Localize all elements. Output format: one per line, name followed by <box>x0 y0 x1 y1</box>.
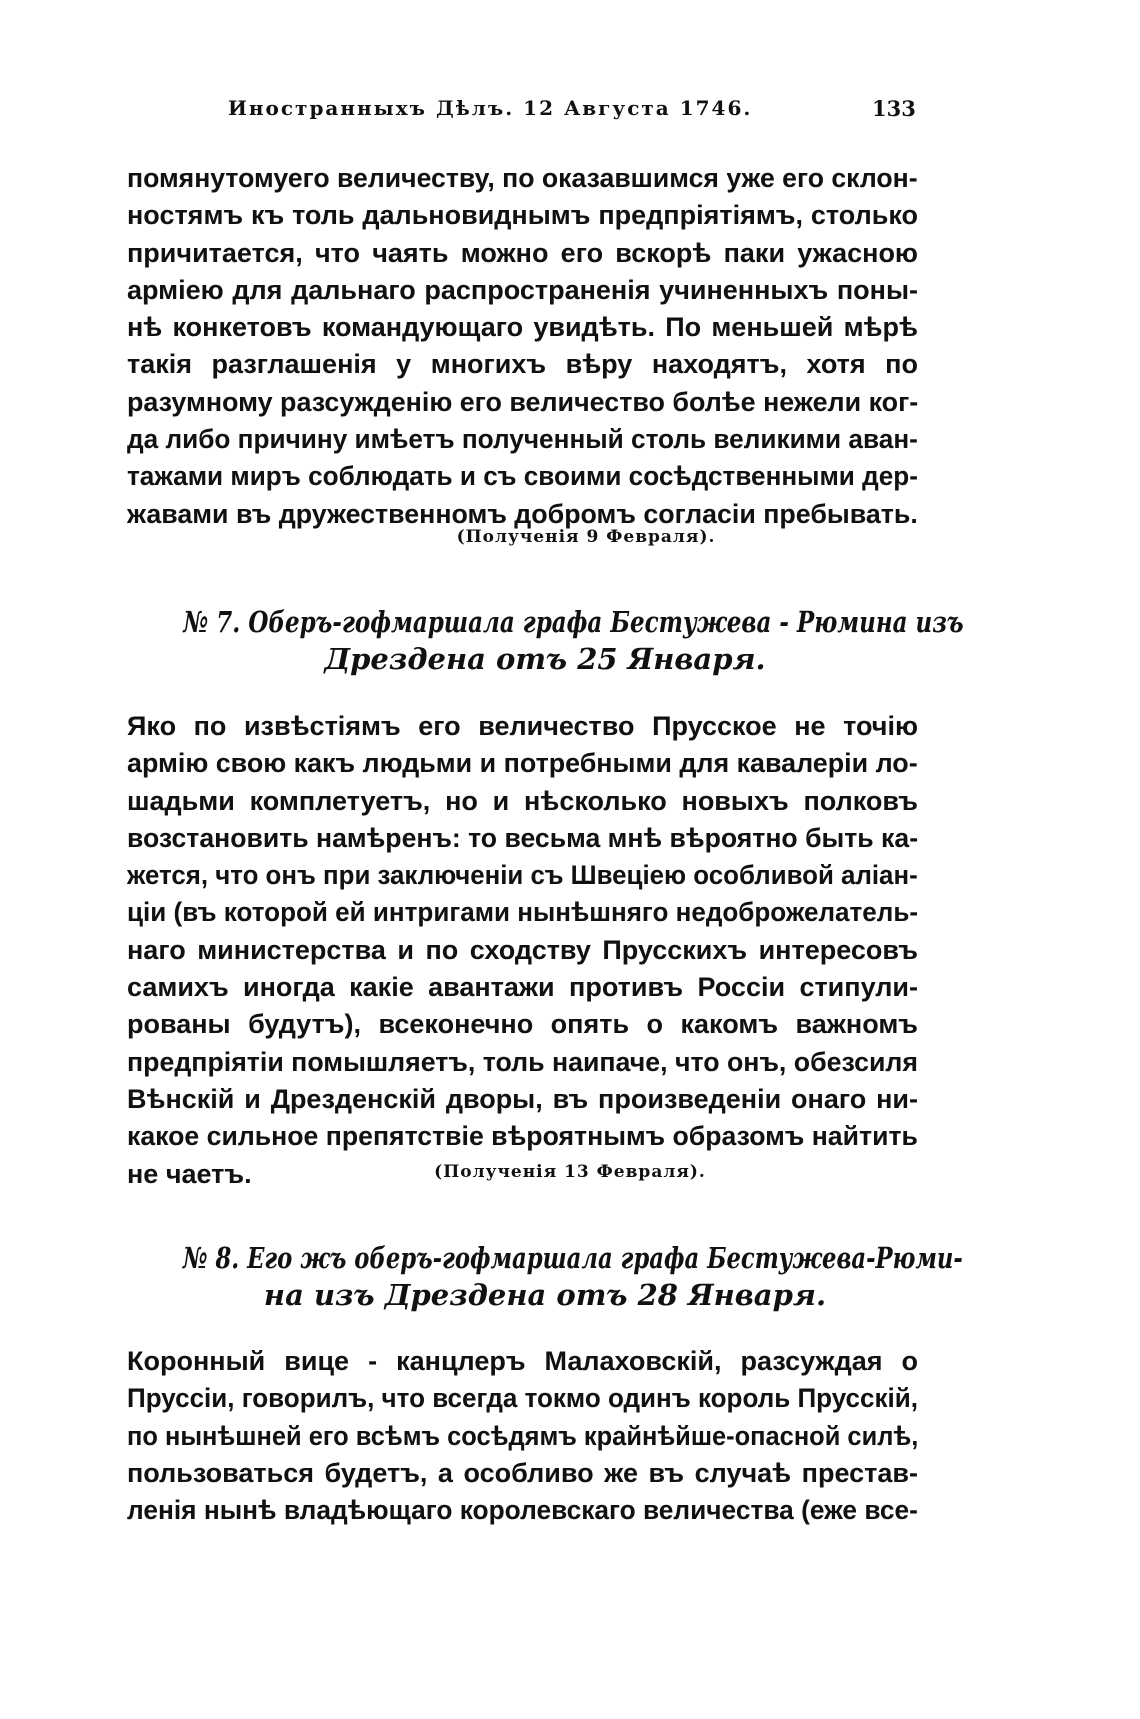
text-line: ленія нынѣ владѣющаго королевскаго величества (еже все- <box>127 1495 918 1526</box>
text-line: по нынѣшней его всѣмъ сосѣдямъ крайнѣйше-опасной силѣ, <box>127 1420 919 1451</box>
text-line: такія разглашенія у многихъ вѣру находятъ, хотя по <box>127 349 918 380</box>
text-line: причитается, что чаять можно его вскорѣ паки ужасною <box>127 237 918 268</box>
dispatch-heading-line: № 7. Оберъ-гофмаршала графа Бестужева - Рюмина изъ <box>183 605 964 639</box>
page-number: 133 <box>872 96 916 121</box>
text-line: Пруссіи, говорилъ, что всегда токмо одинъ король Прусскій, <box>127 1383 919 1414</box>
text-line: пользоваться будетъ, а особливо же въ случаѣ престав- <box>127 1457 918 1488</box>
text-line: предпріятіи помышляетъ, толь наипаче, что онъ, обезсиля <box>127 1046 918 1077</box>
text-line: самихъ иногда какіе авантажи противъ Россіи стипули- <box>127 972 918 1003</box>
text-line: арміею для дальнаго распространенія учиненныхъ поны- <box>127 274 918 305</box>
dispatch-heading-line: на изъ Дрездена отъ 28 Января. <box>263 1278 827 1312</box>
text-line: ціи (въ которой ей интригами нынѣшняго недоброжелатель- <box>127 897 919 928</box>
text-line: помянутомуего величеству, по оказавшимся уже его склон- <box>127 163 918 193</box>
text-line: рованы будутъ), всеконечно опять о какомъ важномъ <box>127 1009 918 1040</box>
receipt-note: (Полученія 9 Февраля). <box>456 527 716 547</box>
text-line: тажами миръ соблюдать и съ своими сосѣдственными дер- <box>127 461 918 492</box>
dispatch-heading-line: № 8. Его жъ оберъ-гофмаршала графа Бестужева-Рюми- <box>182 1241 963 1275</box>
text-line: Яко по извѣстіямъ его величество Прусское не точію <box>127 711 918 741</box>
text-line: нѣ конкетовъ командующаго увидѣть. По меньшей мѣрѣ <box>127 312 918 343</box>
receipt-note: (Полученія 13 Февраля). <box>434 1162 706 1182</box>
continuation-paragraph <box>127 160 918 533</box>
dispatch-paragraph <box>127 708 918 1193</box>
text-line: да либо причину имѣетъ полученный столь великими аван- <box>127 424 918 455</box>
running-header-title: Иностранныхъ Дѣлъ. 12 Августа 1746. <box>228 96 753 120</box>
text-line: не чаетъ. <box>127 1158 252 1189</box>
dispatch-heading <box>150 604 964 678</box>
dispatch-heading <box>150 1240 963 1314</box>
text-line: армію свою какъ людьми и потребными для кавалеріи ло- <box>127 748 918 779</box>
text-line: жется, что онъ при заключеніи съ Швеціею особливой аліан- <box>127 860 918 891</box>
text-line: какое сильное препятствіе вѣроятнымъ образомъ найтить <box>127 1121 918 1152</box>
text-line: разумному разсужденію его величество болѣе нежели ког- <box>127 386 919 417</box>
text-line: шадьми комплетуетъ, но и нѣсколько новыхъ полковъ <box>127 785 918 816</box>
text-line: Вѣнскій и Дрезденскій дворы, въ произведеніи онаго ни- <box>127 1083 918 1114</box>
text-line: ностямъ къ толь дальновиднымъ предпріятіямъ, столько <box>127 200 918 231</box>
text-line: наго министерства и по сходству Прусскихъ интересовъ <box>127 934 918 965</box>
dispatch-heading-line: Дрездена отъ 25 Января. <box>324 642 766 676</box>
text-line: жавами въ дружественномъ добромъ согласіи пребывать. <box>127 498 918 529</box>
text-line: возстановить намѣренъ: то весьма мнѣ вѣроятно быть ка- <box>127 822 919 853</box>
dispatch-paragraph <box>127 1343 918 1529</box>
text-line: Коронный вице - канцлеръ Малаховскій, разсуждая о <box>127 1346 918 1376</box>
